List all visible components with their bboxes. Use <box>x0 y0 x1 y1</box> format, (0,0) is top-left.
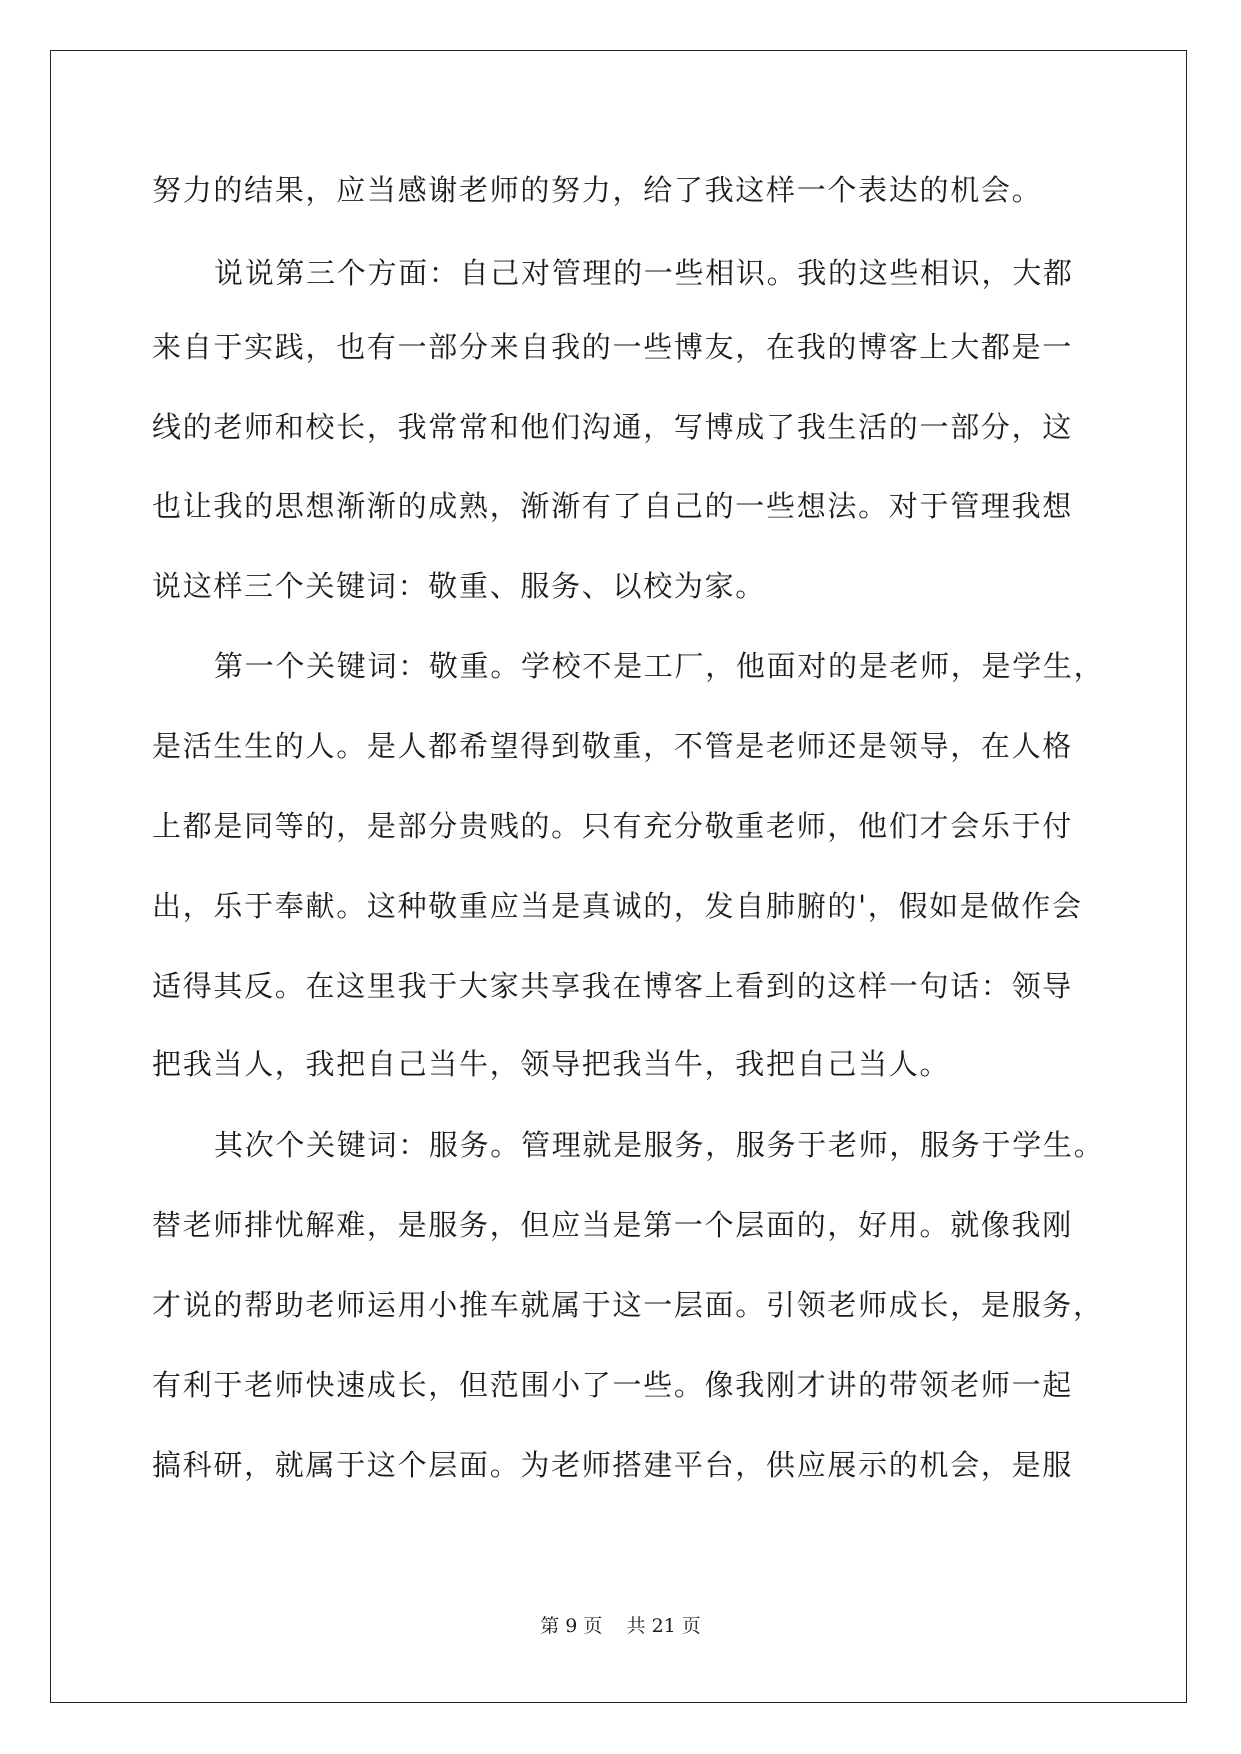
text-line: 适得其反。在这里我于大家共享我在博客上看到的这样一句话：领导 <box>152 969 1074 1003</box>
page-number-footer: 第 9 页 共 21 页 <box>540 1615 701 1637</box>
text-line: 是活生生的人。是人都希望得到敬重，不管是老师还是领导，在人格 <box>152 729 1074 763</box>
paragraph-first-line: 说说第三个方面：自己对管理的一些相识。我的这些相识，大都 <box>214 256 1074 290</box>
paragraph-first-line: 其次个关键词：服务。管理就是服务，服务于老师，服务于学生。 <box>214 1128 1105 1162</box>
text-line: 出，乐于奉献。这种敬重应当是真诚的，发自肺腑的'，假如是做作会 <box>152 889 1083 923</box>
text-line: 也让我的思想渐渐的成熟，渐渐有了自己的一些想法。对于管理我想 <box>152 489 1074 523</box>
text-line: 才说的帮助老师运用小推车就属于这一层面。引领老师成长，是服务， <box>152 1288 1104 1322</box>
text-line: 努力的结果，应当感谢老师的努力，给了我这样一个表达的机会。 <box>152 173 1043 207</box>
text-line: 说这样三个关键词：敬重、服务、以校为家。 <box>152 569 767 603</box>
text-line: 替老师排忧解难，是服务，但应当是第一个层面的，好用。就像我刚 <box>152 1208 1074 1242</box>
text-line: 上都是同等的，是部分贵贱的。只有充分敬重老师，他们才会乐于付 <box>152 809 1074 843</box>
paragraph-first-line: 第一个关键词：敬重。学校不是工厂，他面对的是老师，是学生， <box>214 649 1105 683</box>
text-line: 搞科研，就属于这个层面。为老师搭建平台，供应展示的机会，是服 <box>152 1448 1074 1482</box>
text-line: 把我当人，我把自己当牛，领导把我当牛，我把自己当人。 <box>152 1047 951 1081</box>
text-line: 有利于老师快速成长，但范围小了一些。像我刚才讲的带领老师一起 <box>152 1368 1074 1402</box>
text-line: 线的老师和校长，我常常和他们沟通，写博成了我生活的一部分，这 <box>152 410 1074 444</box>
text-line: 来自于实践，也有一部分来自我的一些博友，在我的博客上大都是一 <box>152 330 1074 364</box>
